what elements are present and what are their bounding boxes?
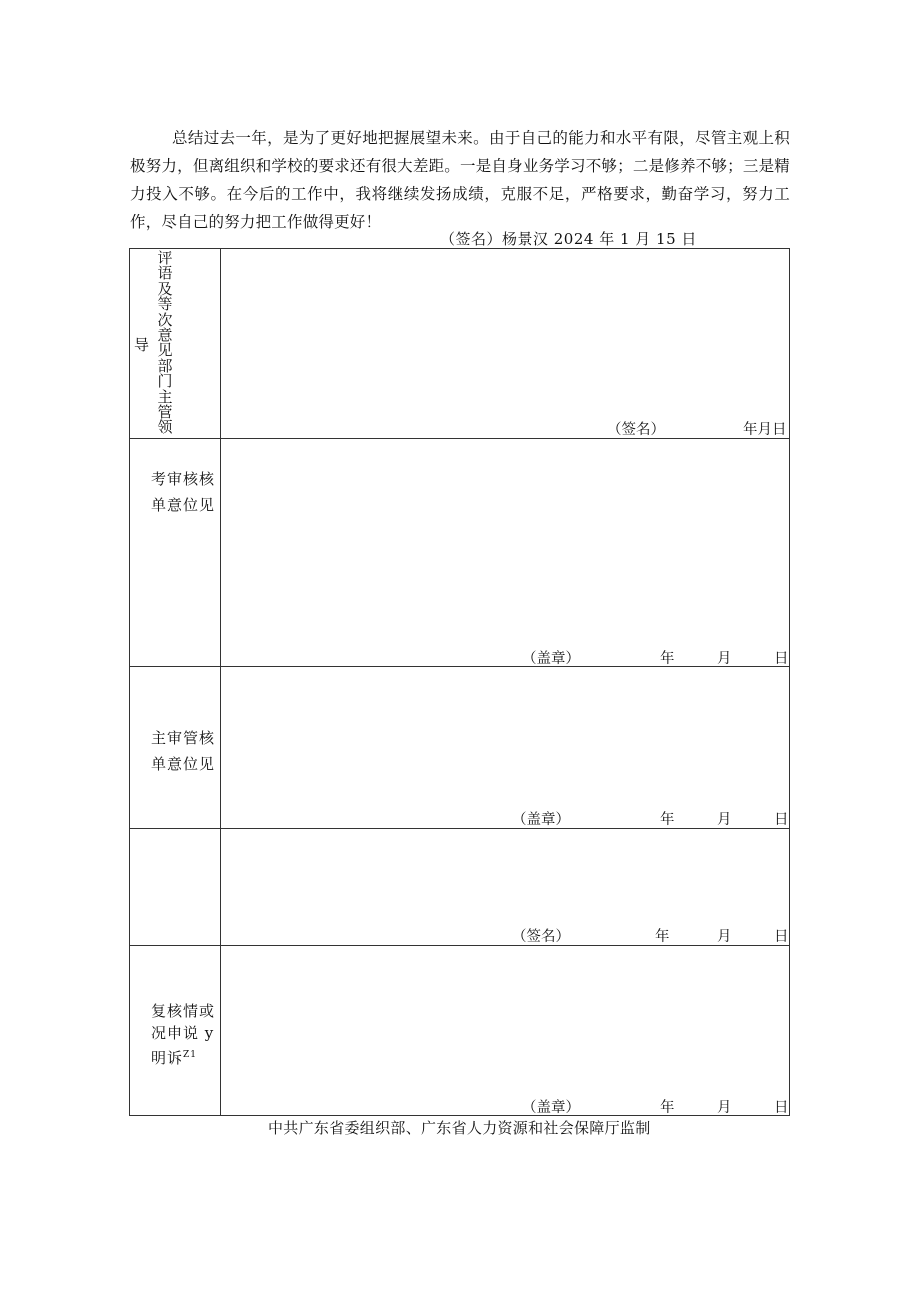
table-border-left [129,248,130,1116]
stamp-label: （盖章） [522,651,580,667]
row-divider [129,666,790,667]
row-divider [129,945,790,946]
year-label: 年 [660,1100,675,1116]
month-label: 月 [717,812,732,828]
label-column-divider [220,248,221,1116]
day-label: 日 [774,929,789,945]
year-label: 年 [655,929,670,945]
row-label-text: 明诉 [151,1049,184,1067]
sign-label: （签名） [512,929,570,945]
month-label: 月 [717,1100,732,1116]
row-label-vertical: 评语及等次意见部门主管领 [157,249,173,437]
row-label-superscript: Z1 [183,1050,197,1060]
day-label: 日 [774,812,789,828]
table-border-right [789,248,790,1116]
row-divider [129,438,790,439]
stamp-label: （盖章） [522,1100,580,1116]
row-label-line: 考审核核 [151,470,216,488]
row-label-line: 复核情或 [151,1002,216,1020]
row-label-line: 主审管核 [151,729,216,747]
row-label-line: 单意位见 [151,496,216,514]
row-label-line: 单意位见 [151,755,216,773]
row-label-side: 导 [134,336,150,354]
issuer-note: 中共广东省委组织部、广东省人力资源和社会保障厅监制 [268,1119,651,1137]
month-label: 月 [717,651,732,667]
table-border-top [129,248,790,249]
sign-label: （签名） [607,422,665,438]
row-label-line [151,1042,197,1071]
date-label: 年月日 [743,422,787,438]
row-label-line: 况申说 y [151,1024,215,1042]
year-label: 年 [660,812,675,828]
month-label: 月 [717,929,732,945]
year-label: 年 [660,651,675,667]
row-divider [129,828,790,829]
summary-paragraph: 总结过去一年，是为了更好地把握展望未来。由于自己的能力和水平有限，尽管主观上积极努力，但离组织和学校的要求还有很大差距。一是自身业务学习不够；二是修养不够；三是精力投入不够。在今后的工作中，我将继续发扬成绩，克服不足，严格要求，勤奋学习，努力工作，尽自己的努力把工作做得更好！ [130,128,790,231]
day-label: 日 [774,1100,789,1116]
table-border-bottom [129,1115,790,1116]
day-label: 日 [774,651,789,667]
signature-date-line: （签名）杨景汉 2024 年 1 月 15 日 [440,230,697,248]
evaluation-table [129,248,790,1116]
stamp-label: （盖章） [512,812,570,828]
